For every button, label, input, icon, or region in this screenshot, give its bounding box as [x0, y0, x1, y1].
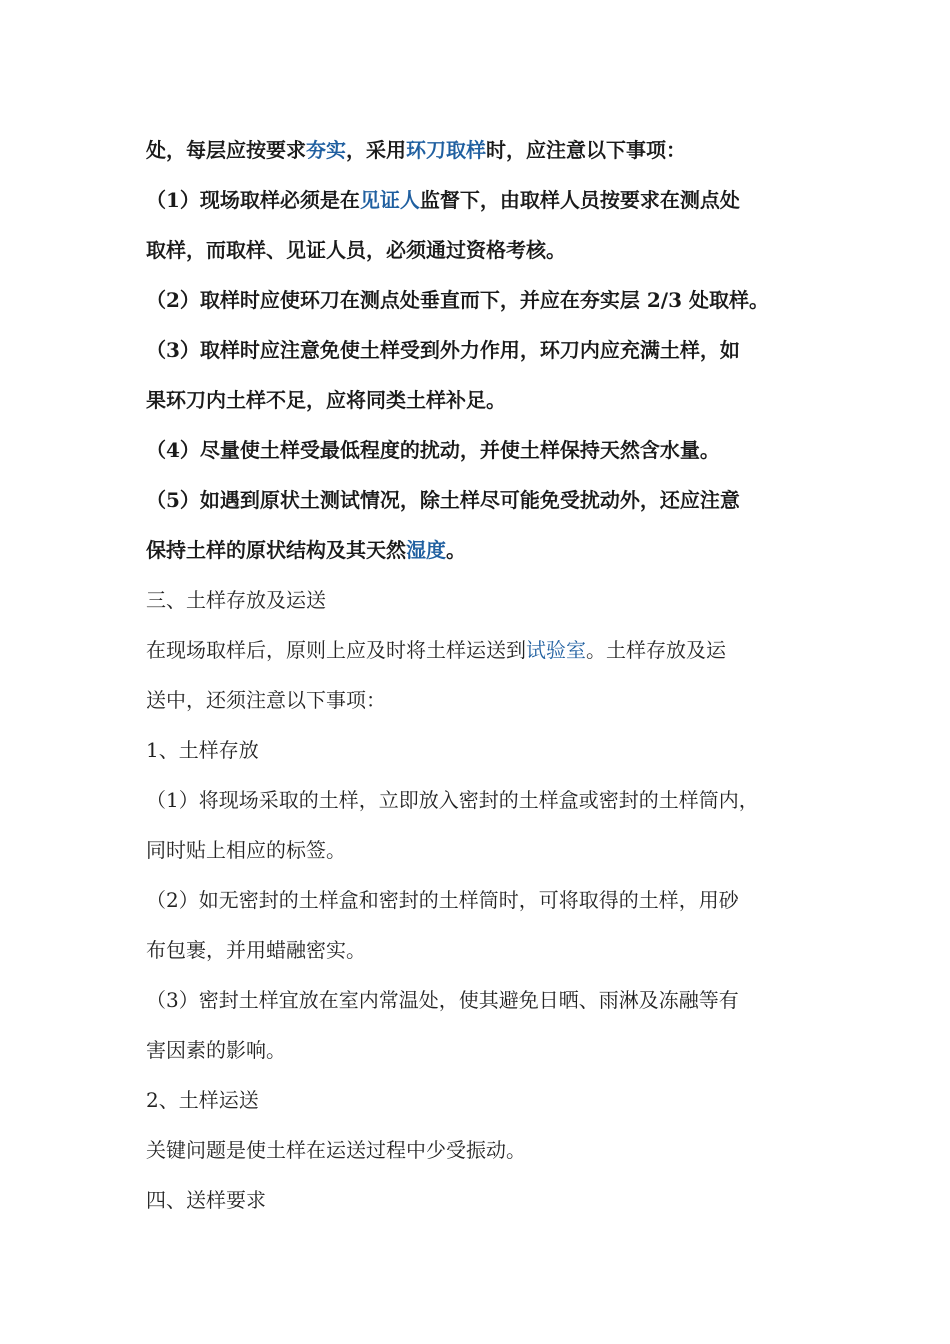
item1-line2: 取样，而取样、见证人员，必须通过资格考核。	[146, 238, 566, 262]
item1-line1	[146, 186, 740, 214]
text: 。土样存放及运	[586, 638, 726, 662]
link-huandao-quyang[interactable]: 环刀取样	[406, 138, 486, 162]
sub2-text: 关键问题是使土样在运送过程中少受振动。	[146, 1138, 526, 1162]
link-shidu[interactable]: 湿度	[406, 538, 446, 562]
section4-heading: 四、送样要求	[146, 1188, 266, 1212]
text: 保持土样的原状结构及其天然	[146, 538, 406, 562]
text: 监督下，由取样人员按要求在测点处	[419, 188, 740, 212]
text: ，采用	[346, 138, 406, 162]
item3-line1: （3）取样时应注意免使土样受到外力作用，环刀内应充满土样，如	[146, 338, 740, 362]
item2-line: （2）取样时应使环刀在测点处垂直而下，并应在夯实层 2/3 处取样。	[146, 288, 769, 312]
text: 在现场取样后，原则上应及时将土样运送到	[146, 638, 526, 662]
item5-line2	[146, 536, 466, 564]
section3-intro-line1	[146, 636, 726, 664]
sub1-item1-line2: 同时贴上相应的标签。	[146, 838, 346, 862]
text: 处，每层应按要求	[146, 138, 306, 162]
item4-line: （4）尽量使土样受最低程度的扰动，并使土样保持天然含水量。	[146, 438, 720, 462]
text: （1）现场取样必须是在	[146, 188, 360, 212]
link-hangshi[interactable]: 夯实	[306, 138, 346, 162]
sub1-item1-line1: （1）将现场采取的土样，立即放入密封的土样盒或密封的土样筒内，	[146, 788, 759, 812]
item3-line2: 果环刀内土样不足，应将同类土样补足。	[146, 388, 506, 412]
sub1-item2-line2: 布包裹，并用蜡融密实。	[146, 938, 366, 962]
paragraph-line	[146, 136, 686, 164]
sub2-heading: 2、土样运送	[146, 1088, 259, 1112]
sub1-item2-line1: （2）如无密封的土样盒和密封的土样筒时，可将取得的土样，用砂	[146, 888, 739, 912]
link-jianzhengren[interactable]: 见证人	[359, 188, 420, 212]
sub1-heading: 1、土样存放	[146, 738, 259, 762]
item5-line1: （5）如遇到原状土测试情况，除土样尽可能免受扰动外，还应注意	[146, 488, 740, 512]
link-shiyanshi[interactable]: 试验室	[526, 638, 586, 662]
sub1-item3-line2: 害因素的影响。	[146, 1038, 286, 1062]
section3-intro-line2: 送中，还须注意以下事项：	[146, 688, 386, 712]
sub1-item3-line1: （3）密封土样宜放在室内常温处，使其避免日晒、雨淋及冻融等有	[146, 988, 739, 1012]
text: 。	[446, 538, 466, 562]
text: 时，应注意以下事项：	[486, 138, 686, 162]
section3-heading: 三、土样存放及运送	[146, 588, 326, 612]
